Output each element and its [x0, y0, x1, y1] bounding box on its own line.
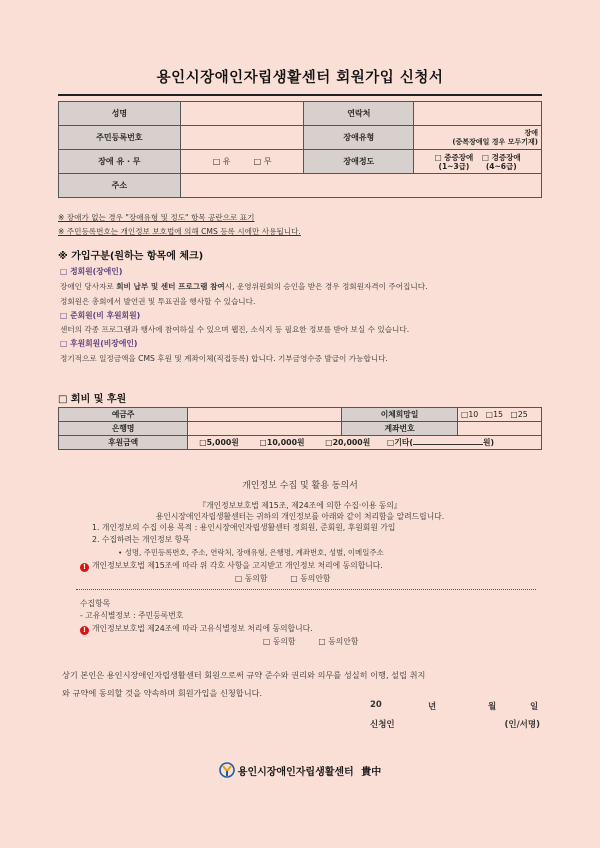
- supporter-member-desc: 정기적으로 일정금액을 CMS 후원 및 계좌이체(직접등록) 합니다. 기부금영수증 발급이 가능합니다.: [60, 354, 388, 363]
- rrn-label: 주민등록번호: [59, 126, 181, 150]
- date-year-unit: 년: [428, 702, 437, 712]
- holder-label: 예금주: [59, 408, 188, 422]
- consent-item-1: 1. 개인정보의 수집 이용 목적 : 용인시장애인자립생활센터 정회원, 준회원, 후원회원 가입: [92, 523, 396, 532]
- table-row: [59, 422, 542, 436]
- disability-yn-options: [180, 150, 304, 174]
- collect-item: - 고유식별정보 : 주민등록번호: [80, 611, 184, 620]
- agree-15-no-checkbox[interactable]: □ 동의안함: [290, 574, 331, 583]
- supporter-member-option[interactable]: □ 후원회원(비장애인): [60, 339, 138, 348]
- disability-degree-options: [414, 150, 542, 174]
- consent-agree-15: [80, 560, 383, 572]
- disability-yn-label: 장애 유 · 무: [59, 150, 181, 174]
- warning-icon: !: [80, 626, 89, 635]
- bank-field[interactable]: [188, 422, 342, 436]
- disability-type-hint-sub: (중복장애일 경우 모두기재): [452, 137, 538, 146]
- associate-member-option[interactable]: □ 준회원(비 후원회원): [60, 311, 141, 320]
- day-15-checkbox[interactable]: □15: [485, 410, 504, 419]
- consent-agree-24: [80, 623, 313, 635]
- consent-law-line: 『개인정보보호법 제15조, 제24조에 의한 수집·이용 동의』: [198, 501, 402, 510]
- date-year-prefix: 20: [370, 700, 382, 710]
- warning-icon: !: [80, 563, 89, 572]
- consent-agree-15-options: [235, 573, 330, 584]
- regular-desc-c: 시, 운영위원회의 승인을 받은 경우 정회원자격이 주어집니다.: [224, 282, 428, 291]
- disability-no-checkbox[interactable]: □ 무: [253, 157, 272, 166]
- mild-grade: (4~6급): [485, 161, 517, 171]
- membership-heading: ※ 가입구분(원하는 항목에 체크): [58, 251, 204, 262]
- contact-field[interactable]: [414, 102, 542, 126]
- fees-table: [58, 407, 542, 450]
- disability-degree-label: 장애정도: [304, 150, 414, 174]
- amount-other-blank[interactable]: [413, 444, 483, 445]
- disability-type-field[interactable]: [414, 126, 542, 150]
- regular-member-desc: [60, 279, 540, 309]
- disability-type-hint: 장애: [524, 128, 538, 137]
- fees-heading: □ 회비 및 후원: [58, 394, 127, 405]
- holder-field[interactable]: [188, 408, 342, 422]
- table-row: [59, 436, 542, 450]
- applicant-line: [370, 718, 540, 730]
- amount-options: [188, 436, 542, 450]
- severe-checkbox: □ 중증장애: [434, 152, 474, 162]
- applicant-info-table: [58, 101, 542, 198]
- address-label: 주소: [59, 174, 181, 198]
- table-row: [59, 126, 542, 150]
- regular-desc-bold: 회비 납부 및 센터 프로그램 참여: [116, 282, 225, 291]
- day-10-checkbox[interactable]: □10: [460, 410, 479, 419]
- agree-24-no-checkbox[interactable]: □ 동의안함: [318, 637, 359, 646]
- mild-checkbox: □ 경증장애: [481, 152, 521, 162]
- date-day-unit: 일: [530, 702, 539, 712]
- pledge-line-1: 상기 본인은 용인시장애인자립생활센터 회원으로써 규약 준수와 권리와 의무를 성실히 이행, 설립 취지: [62, 670, 426, 680]
- regular-desc-2: 정회원은 총회에서 발언권 및 투표권을 행사할 수 있습니다.: [60, 297, 256, 306]
- regular-member-option[interactable]: □ 정회원(장애인): [60, 267, 123, 276]
- regular-desc-a: 장애인 당사자로: [60, 282, 117, 291]
- amount-10000-checkbox[interactable]: □10,000원: [259, 438, 305, 447]
- account-field[interactable]: [457, 422, 541, 436]
- pledge-text: [62, 666, 542, 702]
- amount-other-checkbox[interactable]: □기타(: [386, 438, 413, 447]
- collect-label: 수집항목: [80, 599, 111, 608]
- note-no-disability: ※ 장애가 없는 경우 "장애유형 및 정도" 항목 공란으로 표기: [58, 213, 255, 222]
- name-field[interactable]: [180, 102, 304, 126]
- pledge-line-2: 와 규약에 동의할 것을 약속하며 회원가입을 신청합니다.: [62, 688, 263, 698]
- consent-intro: 용인시장애인자립생활센터는 귀하의 개인정보를 아래와 같이 처리함을 알려드립니다.: [155, 512, 445, 521]
- table-row: [59, 102, 542, 126]
- table-row: [59, 150, 542, 174]
- footer-org: [0, 762, 600, 778]
- mild-option[interactable]: [482, 153, 521, 171]
- contact-label: 연락처: [304, 102, 414, 126]
- footer-suffix: 貴中: [361, 767, 382, 778]
- note-rrn-usage: ※ 주민등록번호는 개인정보 보호법에 의해 CMS 등록 시에만 사용됩니다.: [58, 227, 301, 236]
- disability-yes-checkbox[interactable]: □ 유: [212, 157, 231, 166]
- amount-5000-checkbox[interactable]: □5,000원: [199, 438, 239, 447]
- agree-15-yes-checkbox[interactable]: □ 동의함: [235, 574, 268, 583]
- consent-agree-15-text: 개인정보보호법 제15조에 따라 위 각호 사항을 고지받고 개인정보 처리에 동의합니다.: [92, 561, 383, 570]
- severe-option[interactable]: [435, 153, 474, 171]
- agree-24-yes-checkbox[interactable]: □ 동의함: [263, 637, 296, 646]
- severe-grade: (1~3급): [438, 161, 470, 171]
- applicant-label: 신청인: [370, 720, 395, 730]
- amount-label: 후원금액: [59, 436, 188, 450]
- title-underline: [58, 94, 542, 96]
- amount-other-unit: 원): [482, 438, 495, 447]
- date-month-unit: 월: [488, 702, 497, 712]
- date-line: [370, 700, 540, 710]
- sign-label[interactable]: (인/서명): [504, 720, 540, 730]
- bank-label: 은행명: [59, 422, 188, 436]
- footer-org-name: 용인시장애인자립생활센터: [237, 767, 354, 778]
- associate-member-desc: 센터의 각종 프로그램과 행사에 참여하실 수 있으며 웹진, 소식지 등 필요한 정보를 받아 보실 수 있습니다.: [60, 325, 410, 334]
- org-logo-icon: [219, 762, 235, 778]
- page-title: 용인시장애인자립생활센터 회원가입 신청서: [156, 70, 444, 86]
- name-label: 성명: [59, 102, 181, 126]
- consent-agree-24-text: 개인정보보호법 제24조에 따라 고유식별정보 처리에 동의합니다.: [92, 624, 313, 633]
- consent-agree-24-options: [263, 636, 358, 647]
- section-divider: [76, 589, 536, 590]
- table-row: [59, 174, 542, 198]
- consent-title: 개인정보 수집 및 활용 동의서: [242, 481, 358, 491]
- address-field[interactable]: [180, 174, 541, 198]
- consent-item-2-detail: • 성명, 주민등록번호, 주소, 연락처, 장애유형, 은행명, 계좌번호, 성별, 이메일주소: [118, 548, 384, 557]
- day-25-checkbox[interactable]: □25: [510, 410, 528, 419]
- amount-20000-checkbox[interactable]: □20,000원: [325, 438, 371, 447]
- table-row: [59, 408, 542, 422]
- disability-type-label: 장애유형: [304, 126, 414, 150]
- rrn-field[interactable]: [180, 126, 304, 150]
- consent-item-2: 2. 수집하려는 개인정보 항목: [92, 535, 190, 544]
- transfer-date-options: [457, 408, 541, 422]
- transfer-date-label: 이체희망일: [342, 408, 458, 422]
- account-label: 계좌번호: [342, 422, 458, 436]
